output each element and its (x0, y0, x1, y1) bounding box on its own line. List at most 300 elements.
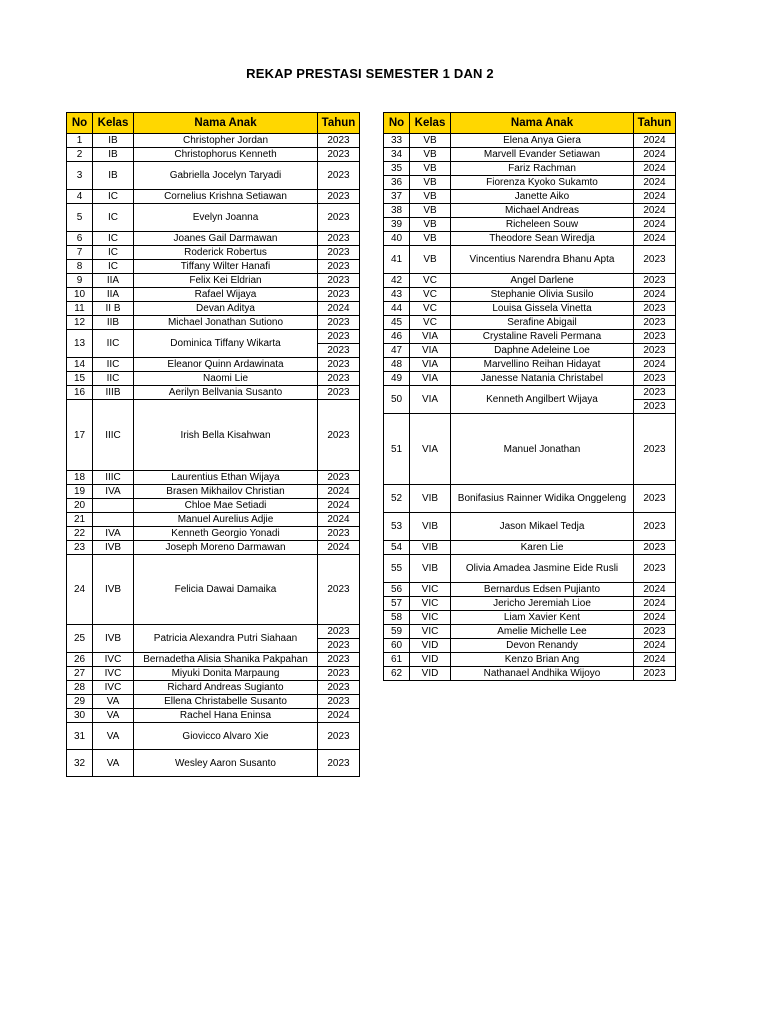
table-row (384, 134, 676, 148)
cell-tahun: 2024 (634, 583, 676, 597)
cell-tahun: 2023 (634, 386, 676, 400)
table-row (384, 513, 676, 541)
cell-kelas: VB (410, 246, 451, 274)
cell-tahun: 2023 (634, 274, 676, 288)
table-row (384, 541, 676, 555)
cell-nama-anak: Wesley Aaron Susanto (134, 750, 318, 777)
cell-nama-anak: Joanes Gail Darmawan (134, 232, 318, 246)
cell-tahun: 2024 (318, 709, 360, 723)
cell-no: 47 (384, 344, 410, 358)
cell-tahun: 2023 (318, 204, 360, 232)
cell-tahun: 2023 (318, 639, 360, 653)
cell-nama-anak: Nathanael Andhika Wijoyo (451, 667, 634, 681)
cell-tahun: 2023 (318, 372, 360, 386)
cell-nama-anak: Stephanie Olivia Susilo (451, 288, 634, 302)
table-row (384, 358, 676, 372)
table-row (67, 471, 360, 485)
cell-tahun: 2023 (318, 400, 360, 471)
cell-tahun: 2024 (634, 134, 676, 148)
cell-no: 20 (67, 499, 93, 513)
header-kelas: Kelas (410, 113, 451, 134)
table-row (67, 386, 360, 400)
cell-kelas: VB (410, 134, 451, 148)
table-row (67, 288, 360, 302)
cell-tahun: 2023 (318, 723, 360, 750)
cell-no: 5 (67, 204, 93, 232)
cell-tahun: 2023 (318, 190, 360, 204)
rekap-table-left (66, 112, 360, 777)
cell-nama-anak: Ellena Christabelle Susanto (134, 695, 318, 709)
cell-nama-anak: Naomi Lie (134, 372, 318, 386)
cell-kelas: IVC (93, 667, 134, 681)
cell-tahun: 2023 (318, 695, 360, 709)
cell-tahun: 2024 (634, 176, 676, 190)
header-no: No (67, 113, 93, 134)
table-row (67, 134, 360, 148)
cell-nama-anak: Crystaline Raveli Permana (451, 330, 634, 344)
cell-nama-anak: Serafine Abigail (451, 316, 634, 330)
cell-no: 11 (67, 302, 93, 316)
table-row (67, 499, 360, 513)
cell-nama-anak: Cornelius Krishna Setiawan (134, 190, 318, 204)
cell-no: 60 (384, 639, 410, 653)
cell-tahun: 2023 (634, 541, 676, 555)
cell-nama-anak: Eleanor Quinn Ardawinata (134, 358, 318, 372)
table-row (384, 372, 676, 386)
cell-tahun: 2023 (318, 750, 360, 777)
table-row (384, 639, 676, 653)
cell-no: 36 (384, 176, 410, 190)
cell-nama-anak: Bonifasius Rainner Widika Onggeleng (451, 485, 634, 513)
cell-nama-anak: Daphne Adeleine Loe (451, 344, 634, 358)
cell-kelas: VC (410, 316, 451, 330)
cell-nama-anak: Angel Darlene (451, 274, 634, 288)
cell-no: 10 (67, 288, 93, 302)
table-row (67, 204, 360, 232)
cell-kelas: VIB (410, 513, 451, 541)
cell-no: 46 (384, 330, 410, 344)
cell-no: 53 (384, 513, 410, 541)
cell-kelas: VB (410, 204, 451, 218)
cell-tahun: 2024 (634, 597, 676, 611)
table-row (67, 681, 360, 695)
cell-nama-anak: Evelyn Joanna (134, 204, 318, 232)
cell-no: 23 (67, 541, 93, 555)
cell-kelas: IIA (93, 274, 134, 288)
cell-nama-anak: Liam Xavier Kent (451, 611, 634, 625)
table-row (67, 246, 360, 260)
cell-no: 59 (384, 625, 410, 639)
table-row (67, 372, 360, 386)
cell-kelas: VIA (410, 344, 451, 358)
cell-no: 9 (67, 274, 93, 288)
cell-tahun: 2023 (318, 386, 360, 400)
cell-kelas (93, 499, 134, 513)
cell-kelas: VA (93, 750, 134, 777)
cell-no: 38 (384, 204, 410, 218)
cell-kelas: VIA (410, 330, 451, 344)
cell-tahun: 2023 (318, 625, 360, 639)
cell-no: 14 (67, 358, 93, 372)
cell-no: 27 (67, 667, 93, 681)
cell-no: 26 (67, 653, 93, 667)
cell-kelas: VC (410, 288, 451, 302)
cell-tahun: 2024 (318, 485, 360, 499)
table-row (384, 330, 676, 344)
cell-kelas: IVC (93, 653, 134, 667)
cell-nama-anak: Aerilyn Bellvania Susanto (134, 386, 318, 400)
cell-kelas: VIB (410, 555, 451, 583)
table-row (384, 162, 676, 176)
cell-tahun: 2023 (634, 625, 676, 639)
cell-kelas: IB (93, 148, 134, 162)
cell-nama-anak: Richard Andreas Sugianto (134, 681, 318, 695)
table-row (67, 695, 360, 709)
table-row (384, 176, 676, 190)
cell-nama-anak: Patricia Alexandra Putri Siahaan (134, 625, 318, 653)
table-row (67, 316, 360, 330)
cell-tahun: 2023 (318, 681, 360, 695)
cell-no: 17 (67, 400, 93, 471)
cell-tahun: 2023 (634, 302, 676, 316)
table-row (384, 555, 676, 583)
cell-no: 33 (384, 134, 410, 148)
cell-tahun: 2023 (318, 471, 360, 485)
cell-kelas: VIA (410, 358, 451, 372)
cell-tahun: 2024 (318, 513, 360, 527)
table-row (384, 653, 676, 667)
table-row (384, 625, 676, 639)
cell-kelas: VID (410, 667, 451, 681)
cell-nama-anak: Marvell Evander Setiawan (451, 148, 634, 162)
cell-kelas: IVA (93, 485, 134, 499)
cell-kelas: VA (93, 723, 134, 750)
cell-tahun: 2023 (634, 246, 676, 274)
cell-no: 55 (384, 555, 410, 583)
table-row (67, 358, 360, 372)
cell-nama-anak: Jason Mikael Tedja (451, 513, 634, 541)
cell-no: 30 (67, 709, 93, 723)
cell-nama-anak: Christopher Jordan (134, 134, 318, 148)
cell-nama-anak: Felix Kei Eldrian (134, 274, 318, 288)
cell-no: 6 (67, 232, 93, 246)
table-row (384, 583, 676, 597)
cell-kelas: VB (410, 232, 451, 246)
cell-kelas: IIIB (93, 386, 134, 400)
cell-kelas: IB (93, 162, 134, 190)
cell-tahun: 2023 (318, 232, 360, 246)
table-row (384, 288, 676, 302)
table-row (384, 148, 676, 162)
table-row (384, 344, 676, 358)
cell-nama-anak: Manuel Aurelius Adjie (134, 513, 318, 527)
cell-nama-anak: Elena Anya Giera (451, 134, 634, 148)
table-row (67, 625, 360, 639)
cell-tahun: 2024 (634, 148, 676, 162)
cell-no: 44 (384, 302, 410, 316)
cell-tahun: 2024 (634, 204, 676, 218)
cell-no: 25 (67, 625, 93, 653)
cell-nama-anak: Fiorenza Kyoko Sukamto (451, 176, 634, 190)
cell-no: 12 (67, 316, 93, 330)
cell-kelas: IIC (93, 330, 134, 358)
cell-no: 28 (67, 681, 93, 695)
cell-kelas: VIC (410, 611, 451, 625)
cell-nama-anak: Olivia Amadea Jasmine Eide Rusli (451, 555, 634, 583)
table-row (67, 260, 360, 274)
cell-tahun: 2023 (318, 148, 360, 162)
table-row (67, 148, 360, 162)
cell-tahun: 2023 (634, 555, 676, 583)
cell-kelas: VB (410, 148, 451, 162)
cell-no: 39 (384, 218, 410, 232)
cell-nama-anak: Miyuki Donita Marpaung (134, 667, 318, 681)
cell-tahun: 2023 (634, 316, 676, 330)
cell-tahun: 2024 (634, 288, 676, 302)
cell-kelas: VA (93, 695, 134, 709)
cell-no: 50 (384, 386, 410, 414)
cell-no: 51 (384, 414, 410, 485)
cell-kelas: VIB (410, 485, 451, 513)
header-tahun: Tahun (634, 113, 676, 134)
table-row (384, 232, 676, 246)
cell-nama-anak: Karen Lie (451, 541, 634, 555)
cell-tahun: 2023 (634, 372, 676, 386)
cell-tahun: 2023 (634, 344, 676, 358)
cell-kelas: IC (93, 260, 134, 274)
header-nama-anak: Nama Anak (451, 113, 634, 134)
cell-tahun: 2024 (634, 653, 676, 667)
cell-kelas: IB (93, 134, 134, 148)
cell-tahun: 2023 (318, 316, 360, 330)
cell-kelas: VIC (410, 597, 451, 611)
cell-tahun: 2024 (634, 358, 676, 372)
cell-no: 45 (384, 316, 410, 330)
table-row (67, 527, 360, 541)
cell-nama-anak: Janette Aiko (451, 190, 634, 204)
cell-no: 19 (67, 485, 93, 499)
cell-no: 8 (67, 260, 93, 274)
cell-kelas: II B (93, 302, 134, 316)
cell-tahun: 2023 (318, 162, 360, 190)
table-row (384, 204, 676, 218)
page-title: REKAP PRESTASI SEMESTER 1 DAN 2 (246, 66, 494, 81)
cell-tahun: 2023 (318, 260, 360, 274)
cell-no: 49 (384, 372, 410, 386)
cell-tahun: 2023 (318, 274, 360, 288)
cell-tahun: 2023 (318, 330, 360, 344)
table-row (67, 750, 360, 777)
table-row (384, 246, 676, 274)
cell-no: 21 (67, 513, 93, 527)
cell-kelas: VB (410, 162, 451, 176)
table-row (67, 232, 360, 246)
cell-no: 29 (67, 695, 93, 709)
table-header-row (67, 113, 360, 134)
table-row (384, 386, 676, 400)
cell-kelas: IIC (93, 372, 134, 386)
table-row (67, 723, 360, 750)
cell-no: 7 (67, 246, 93, 260)
cell-nama-anak: Amelie Michelle Lee (451, 625, 634, 639)
cell-kelas (93, 513, 134, 527)
cell-nama-anak: Michael Andreas (451, 204, 634, 218)
cell-tahun: 2024 (634, 218, 676, 232)
cell-no: 54 (384, 541, 410, 555)
cell-kelas: IC (93, 246, 134, 260)
cell-kelas: IVB (93, 625, 134, 653)
cell-nama-anak: Michael Jonathan Sutiono (134, 316, 318, 330)
cell-kelas: IC (93, 232, 134, 246)
cell-nama-anak: Kenneth Georgio Yonadi (134, 527, 318, 541)
cell-no: 43 (384, 288, 410, 302)
cell-nama-anak: Kenneth Angilbert Wijaya (451, 386, 634, 414)
rekap-table-right (383, 112, 676, 681)
cell-no: 16 (67, 386, 93, 400)
table-row (67, 330, 360, 344)
cell-no: 40 (384, 232, 410, 246)
cell-kelas: VA (93, 709, 134, 723)
cell-nama-anak: Laurentius Ethan Wijaya (134, 471, 318, 485)
cell-tahun: 2024 (634, 639, 676, 653)
cell-tahun: 2024 (318, 541, 360, 555)
table-row (384, 485, 676, 513)
cell-nama-anak: Devan Aditya (134, 302, 318, 316)
cell-tahun: 2023 (634, 485, 676, 513)
cell-nama-anak: Richeleen Souw (451, 218, 634, 232)
cell-nama-anak: Devon Renandy (451, 639, 634, 653)
cell-tahun: 2023 (634, 330, 676, 344)
table-row (67, 541, 360, 555)
cell-kelas: VC (410, 302, 451, 316)
cell-nama-anak: Joseph Moreno Darmawan (134, 541, 318, 555)
cell-no: 57 (384, 597, 410, 611)
table-row (67, 162, 360, 190)
cell-kelas: IVA (93, 527, 134, 541)
cell-tahun: 2024 (634, 190, 676, 204)
cell-tahun: 2024 (634, 232, 676, 246)
table-row (67, 485, 360, 499)
cell-tahun: 2023 (634, 513, 676, 541)
cell-nama-anak: Jericho Jeremiah Lioe (451, 597, 634, 611)
cell-nama-anak: Bernardus Edsen Pujianto (451, 583, 634, 597)
header-kelas: Kelas (93, 113, 134, 134)
table-row (384, 667, 676, 681)
cell-nama-anak: Marvellino Reihan Hidayat (451, 358, 634, 372)
table-header-row (384, 113, 676, 134)
cell-kelas: VIB (410, 541, 451, 555)
table-row (384, 274, 676, 288)
cell-tahun: 2023 (318, 246, 360, 260)
cell-tahun: 2024 (318, 499, 360, 513)
cell-nama-anak: Dominica Tiffany Wikarta (134, 330, 318, 358)
cell-tahun: 2023 (318, 358, 360, 372)
table-row (67, 555, 360, 625)
table-row (67, 667, 360, 681)
cell-kelas: IIB (93, 316, 134, 330)
header-no: No (384, 113, 410, 134)
cell-tahun: 2024 (318, 302, 360, 316)
cell-nama-anak: Rafael Wijaya (134, 288, 318, 302)
cell-nama-anak: Kenzo Brian Ang (451, 653, 634, 667)
header-tahun: Tahun (318, 113, 360, 134)
cell-no: 1 (67, 134, 93, 148)
cell-no: 22 (67, 527, 93, 541)
cell-tahun: 2023 (634, 414, 676, 485)
cell-kelas: VIC (410, 583, 451, 597)
cell-nama-anak: Giovicco Alvaro Xie (134, 723, 318, 750)
cell-nama-anak: Fariz Rachman (451, 162, 634, 176)
cell-nama-anak: Brasen Mikhailov Christian (134, 485, 318, 499)
cell-tahun: 2023 (634, 667, 676, 681)
cell-nama-anak: Louisa Gissela Vinetta (451, 302, 634, 316)
cell-kelas: VB (410, 176, 451, 190)
cell-tahun: 2023 (634, 400, 676, 414)
cell-tahun: 2023 (318, 653, 360, 667)
cell-kelas: IVC (93, 681, 134, 695)
table-row (384, 190, 676, 204)
cell-no: 48 (384, 358, 410, 372)
cell-kelas: VIC (410, 625, 451, 639)
cell-kelas: IIA (93, 288, 134, 302)
table-row (67, 274, 360, 288)
table-row (67, 302, 360, 316)
cell-kelas: VC (410, 274, 451, 288)
cell-kelas: VB (410, 218, 451, 232)
cell-tahun: 2023 (318, 667, 360, 681)
cell-no: 61 (384, 653, 410, 667)
cell-kelas: IIIC (93, 471, 134, 485)
cell-no: 13 (67, 330, 93, 358)
cell-no: 32 (67, 750, 93, 777)
cell-kelas: VB (410, 190, 451, 204)
cell-nama-anak: Bernadetha Alisia Shanika Pakpahan (134, 653, 318, 667)
table-row (384, 414, 676, 485)
table-row (384, 218, 676, 232)
cell-no: 24 (67, 555, 93, 625)
cell-no: 34 (384, 148, 410, 162)
cell-nama-anak: Christophorus Kenneth (134, 148, 318, 162)
cell-nama-anak: Irish Bella Kisahwan (134, 400, 318, 471)
cell-nama-anak: Gabriella Jocelyn Taryadi (134, 162, 318, 190)
cell-kelas: VIA (410, 372, 451, 386)
cell-no: 2 (67, 148, 93, 162)
cell-kelas: IVB (93, 555, 134, 625)
cell-nama-anak: Vincentius Narendra Bhanu Apta (451, 246, 634, 274)
table-row (67, 190, 360, 204)
cell-no: 18 (67, 471, 93, 485)
cell-kelas: IC (93, 204, 134, 232)
cell-nama-anak: Felicia Dawai Damaika (134, 555, 318, 625)
cell-nama-anak: Janesse Natania Christabel (451, 372, 634, 386)
cell-nama-anak: Theodore Sean Wiredja (451, 232, 634, 246)
table-row (67, 400, 360, 471)
cell-tahun: 2023 (318, 344, 360, 358)
cell-no: 31 (67, 723, 93, 750)
cell-nama-anak: Chloe Mae Setiadi (134, 499, 318, 513)
table-row (384, 597, 676, 611)
cell-kelas: VID (410, 653, 451, 667)
table-body-left (67, 134, 360, 777)
cell-no: 37 (384, 190, 410, 204)
cell-no: 15 (67, 372, 93, 386)
table-row (67, 709, 360, 723)
cell-nama-anak: Manuel Jonathan (451, 414, 634, 485)
cell-kelas: IVB (93, 541, 134, 555)
header-nama-anak: Nama Anak (134, 113, 318, 134)
cell-no: 41 (384, 246, 410, 274)
cell-tahun: 2023 (318, 288, 360, 302)
